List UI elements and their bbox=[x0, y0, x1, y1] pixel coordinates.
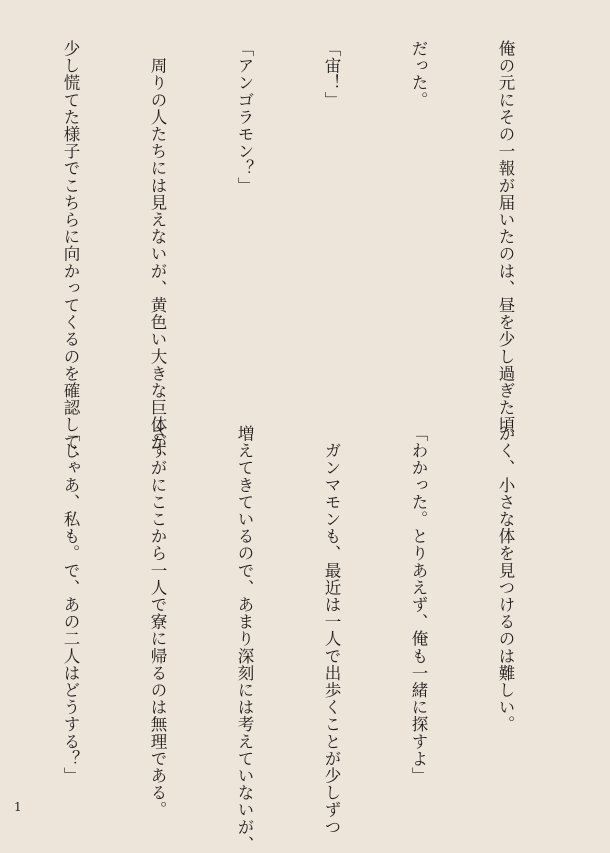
page-number: 1 bbox=[14, 800, 22, 814]
text-line: 「宙！」 bbox=[322, 40, 341, 109]
text-line: 「アンゴラモン？」 bbox=[235, 40, 254, 194]
text-line: 俺の元にその一報が届いたのは、昼を少し過ぎた頃 bbox=[496, 40, 515, 434]
text-block-lower bbox=[18, 425, 578, 853]
text-line: ガンマモンも、最近は一人で出歩くことが少しずつ bbox=[322, 425, 341, 836]
text-line: 「わかった。とりあえず、俺も一緒に探すよ」 bbox=[409, 425, 428, 785]
text-line: さすがにここから一人で寮に帰るのは無理である。 bbox=[148, 425, 167, 819]
text-line: 周りの人たちには見えないが、黄色い大きな巨体が、 bbox=[148, 40, 167, 468]
text-line: 少し慌てた様子でこちらに向かってくるのを確認して、 bbox=[61, 40, 80, 468]
text-block-upper bbox=[18, 40, 578, 468]
text-line: 「じゃあ、私も。で、あの二人はどうする？」 bbox=[61, 425, 80, 785]
text-line: かく、小さな体を見つけるのは難しい。 bbox=[496, 425, 515, 733]
text-line: だった。 bbox=[409, 40, 428, 109]
text-line: 増えてきているので、あまり深刻には考えていないが、 bbox=[235, 425, 254, 853]
